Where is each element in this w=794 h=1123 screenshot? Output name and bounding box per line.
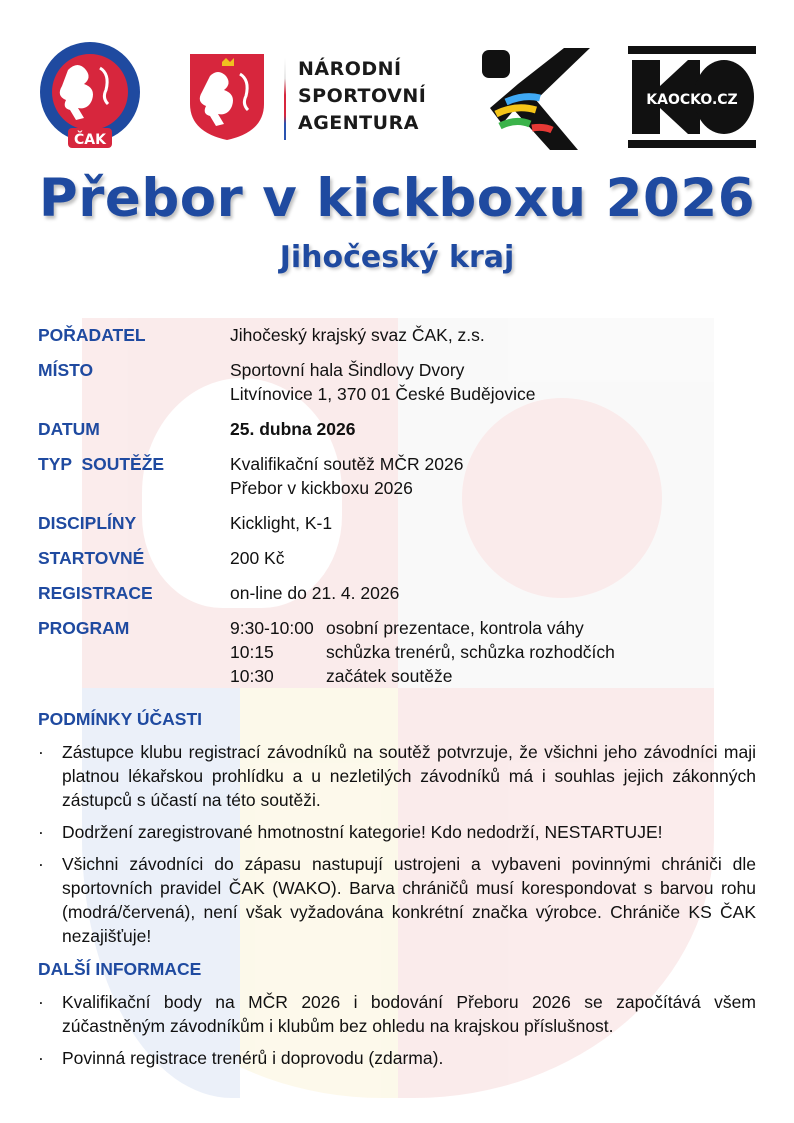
program-schedule — [230, 616, 615, 688]
info-value: on-line do 21. 4. 2026 — [230, 583, 400, 603]
k-runner-logo-icon — [480, 44, 590, 150]
info-label: DATUM — [38, 419, 100, 439]
list-item — [38, 820, 756, 844]
nsa-wordmark — [298, 56, 426, 137]
schedule-time: 9:30-10:00 — [230, 618, 314, 638]
svg-text:ČAK: ČAK — [74, 132, 106, 148]
czech-coat-of-arms-icon — [190, 54, 264, 140]
page-title: Přebor v kickboxu 2026 — [38, 168, 756, 229]
nsa-line-1: NÁRODNÍ — [298, 58, 402, 80]
svg-text:KAOCKO.CZ: KAOCKO.CZ — [646, 92, 738, 108]
list-item — [38, 740, 756, 812]
schedule-text: schůzka trenérů, schůzka rozhodčích — [326, 642, 615, 662]
info-value: Jihočeský krajský svaz ČAK, z.s. — [230, 325, 485, 345]
list-item-text: Povinná registrace trenérů i doprovodu (zdarma). — [62, 1048, 444, 1068]
info-value — [230, 452, 463, 500]
info-label: MÍSTO — [38, 360, 94, 380]
info-value: Kicklight, K-1 — [230, 513, 333, 533]
cak-logo-icon — [38, 40, 142, 152]
list-item-text: Všichni závodníci do zápasu nastupují ustrojeni a vybaveni povinnými chrániči dle sportovních pravidel ČAK (WAKO). Barva chráničů musí korespondovat s barvou rohu (modrá/červená), není však vyžadována konkrétní značka výrobce. Chrániče KS ČAK nezajišťuje! — [62, 854, 756, 946]
info-label: REGISTRACE — [38, 583, 153, 603]
kaocko-logo-icon — [628, 46, 756, 148]
info-row-discipliny — [38, 511, 758, 535]
bullet-icon: · — [38, 854, 44, 874]
info-row-datum — [38, 417, 758, 441]
logo-bar — [38, 40, 756, 152]
event-date: 25. dubna 2026 — [230, 419, 356, 439]
conditions-list — [38, 740, 756, 956]
info-label: STARTOVNÉ — [38, 548, 145, 568]
schedule-item — [230, 640, 615, 664]
venue-address: Litvínovice 1, 370 01 České Budějovice — [230, 384, 536, 404]
info-label: TYP SOUTĚŽE — [38, 454, 165, 474]
bullet-icon: · — [38, 742, 44, 762]
venue-name: Sportovní hala Šindlovy Dvory — [230, 360, 465, 380]
info-value: 200 Kč — [230, 548, 285, 568]
list-item — [38, 990, 756, 1038]
nsa-divider — [284, 58, 286, 140]
schedule-time: 10:30 — [230, 666, 274, 686]
info-row-startovne — [38, 546, 758, 570]
schedule-item — [230, 616, 615, 640]
info-row-misto — [38, 358, 758, 406]
info-label: DISCIPLÍNY — [38, 513, 137, 533]
competition-type-1: Kvalifikační soutěž MČR 2026 — [230, 454, 464, 474]
schedule-text: osobní prezentace, kontrola váhy — [326, 618, 584, 638]
info-row-typ — [38, 452, 758, 500]
info-label: PROGRAM — [38, 618, 130, 638]
further-info-list — [38, 990, 756, 1078]
info-value — [230, 358, 535, 406]
section-heading-further-info: DALŠÍ INFORMACE — [38, 959, 202, 979]
list-item-text: Kvalifikační body na MČR 2026 i bodování Přeboru 2026 se započítává všem zúčastněným závodníkům i klubům bez ohledu na krajskou příslušnost. — [62, 992, 756, 1036]
competition-type-2: Přebor v kickboxu 2026 — [230, 478, 413, 498]
bullet-icon: · — [38, 992, 44, 1012]
info-row-registrace — [38, 581, 758, 605]
bullet-icon: · — [38, 1048, 44, 1068]
list-item — [38, 852, 756, 948]
section-heading-conditions: PODMÍNKY ÚČASTI — [38, 709, 202, 729]
nsa-line-2: SPORTOVNÍ — [298, 85, 427, 107]
info-row-program — [38, 616, 758, 688]
schedule-time: 10:15 — [230, 642, 274, 662]
schedule-text: začátek soutěže — [326, 666, 453, 686]
list-item-text: Dodržení zaregistrované hmotnostní kategorie! Kdo nedodrží, NESTARTUJE! — [62, 822, 663, 842]
event-info-table — [38, 323, 758, 699]
list-item — [38, 1046, 756, 1070]
list-item-text: Zástupce klubu registrací závodníků na soutěž potvrzuje, že všichni jeho závodníci maji platnou lékařskou prohlídku a u nezletilých závodníků má i souhlas jejich zákonných zástupců s účastí na této soutěži. — [62, 742, 756, 810]
info-label: POŘADATEL — [38, 325, 146, 345]
bullet-icon: · — [38, 822, 44, 842]
info-row-poradatel — [38, 323, 758, 347]
nsa-line-3: AGENTURA — [298, 112, 419, 134]
schedule-item — [230, 664, 615, 688]
page-subtitle: Jihočeský kraj — [279, 240, 515, 275]
